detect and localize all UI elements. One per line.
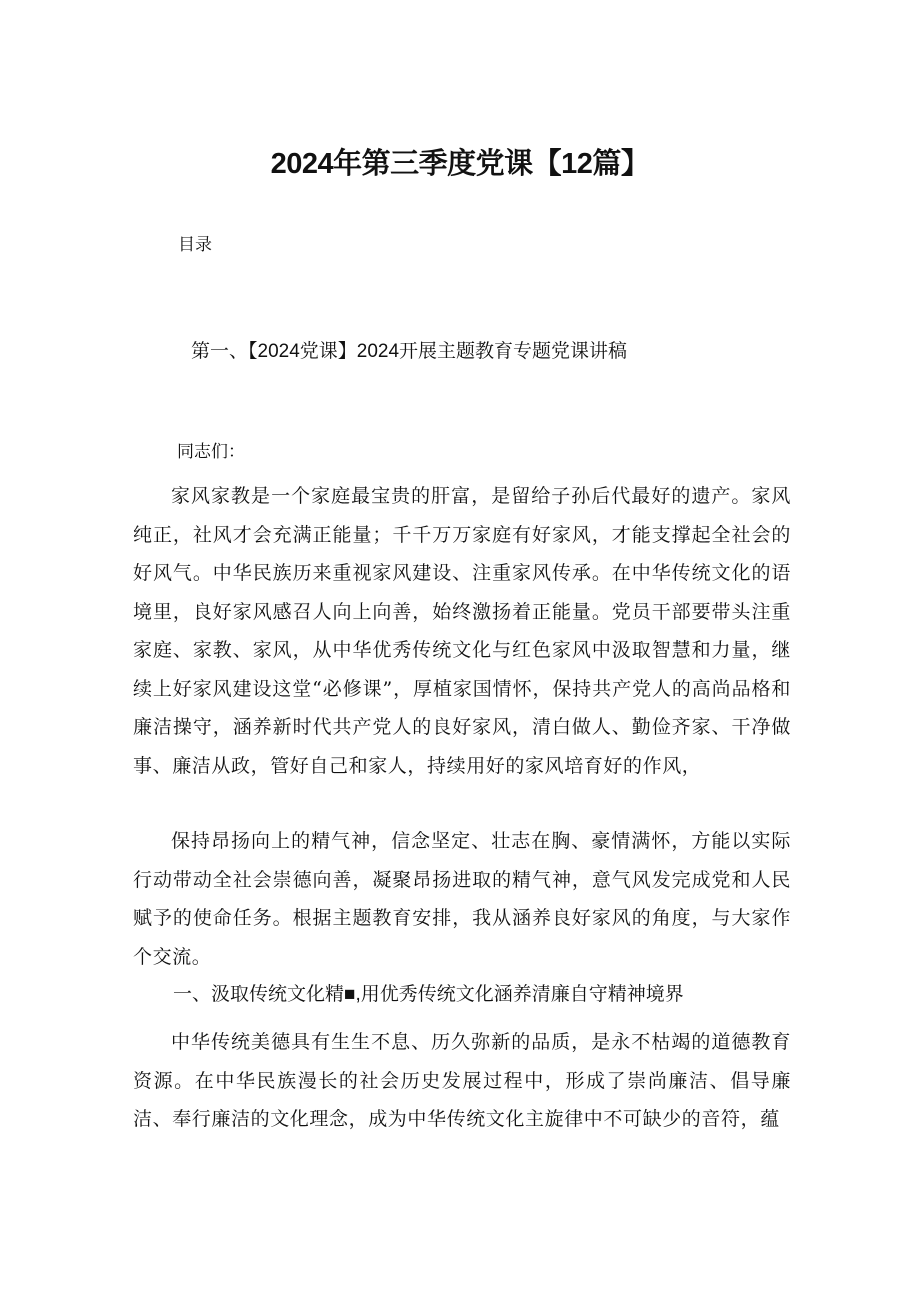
chapter-heading: 第一、【2024党课】2024开展主题教育专题党课讲稿 [191,341,628,362]
section-heading: 一、汲取传统文化精■,用优秀传统文化涵养清廉自守精神境界 [173,984,684,1005]
body-paragraph-2: 保持昂扬向上的精气神，信念坚定、壮志在胸、豪情满怀，方能以实际行动带动全社会崇德向善，凝聚昂扬进取的精气神，意气风发完成党和人民赋予的使命任务。根据主题教育安排，我从涵养良好家风的角度，与大家作个交流。 [133,830,791,968]
toc-label: 目录 [178,235,212,255]
document-title: 2024年第三季度党课【12篇】 [270,148,650,180]
body-paragraph-3: 中华传统美德具有生生不息、历久弥新的品质，是永不枯竭的道德教育资源。在中华民族漫长的社会历史发展过程中，形成了崇尚廉洁、倡导廉洁、奉行廉洁的文化理念，成为中华传统文化主旋律中不可缺少的音符，蕴 [133,1031,791,1130]
body-paragraph-1: 家风家教是一个家庭最宝贵的肝富，是留给子孙后代最好的遗产。家风纯正，社风才会充满正能量；千千万万家庭有好家风，才能支撑起全社会的好风气。中华民族历来重视家风建设、注重家风传承。在中华传统文化的语境里，良好家风感召人向上向善，始终激扬着正能量。党员干部要带头注重家庭、家教、家风，从中华优秀传统文化与红色家风中汲取智慧和力量，继续上好家风建设这堂“必修课”，厚植家国情怀，保持共产党人的高尚品格和廉洁操守，涵养新时代共产党人的良好家风，清白做人、勤俭齐家、干净做事、廉洁从政，管好自己和家人，持续用好的家风培育好的作风， [133,485,791,777]
salutation: 同志们： [177,442,245,462]
